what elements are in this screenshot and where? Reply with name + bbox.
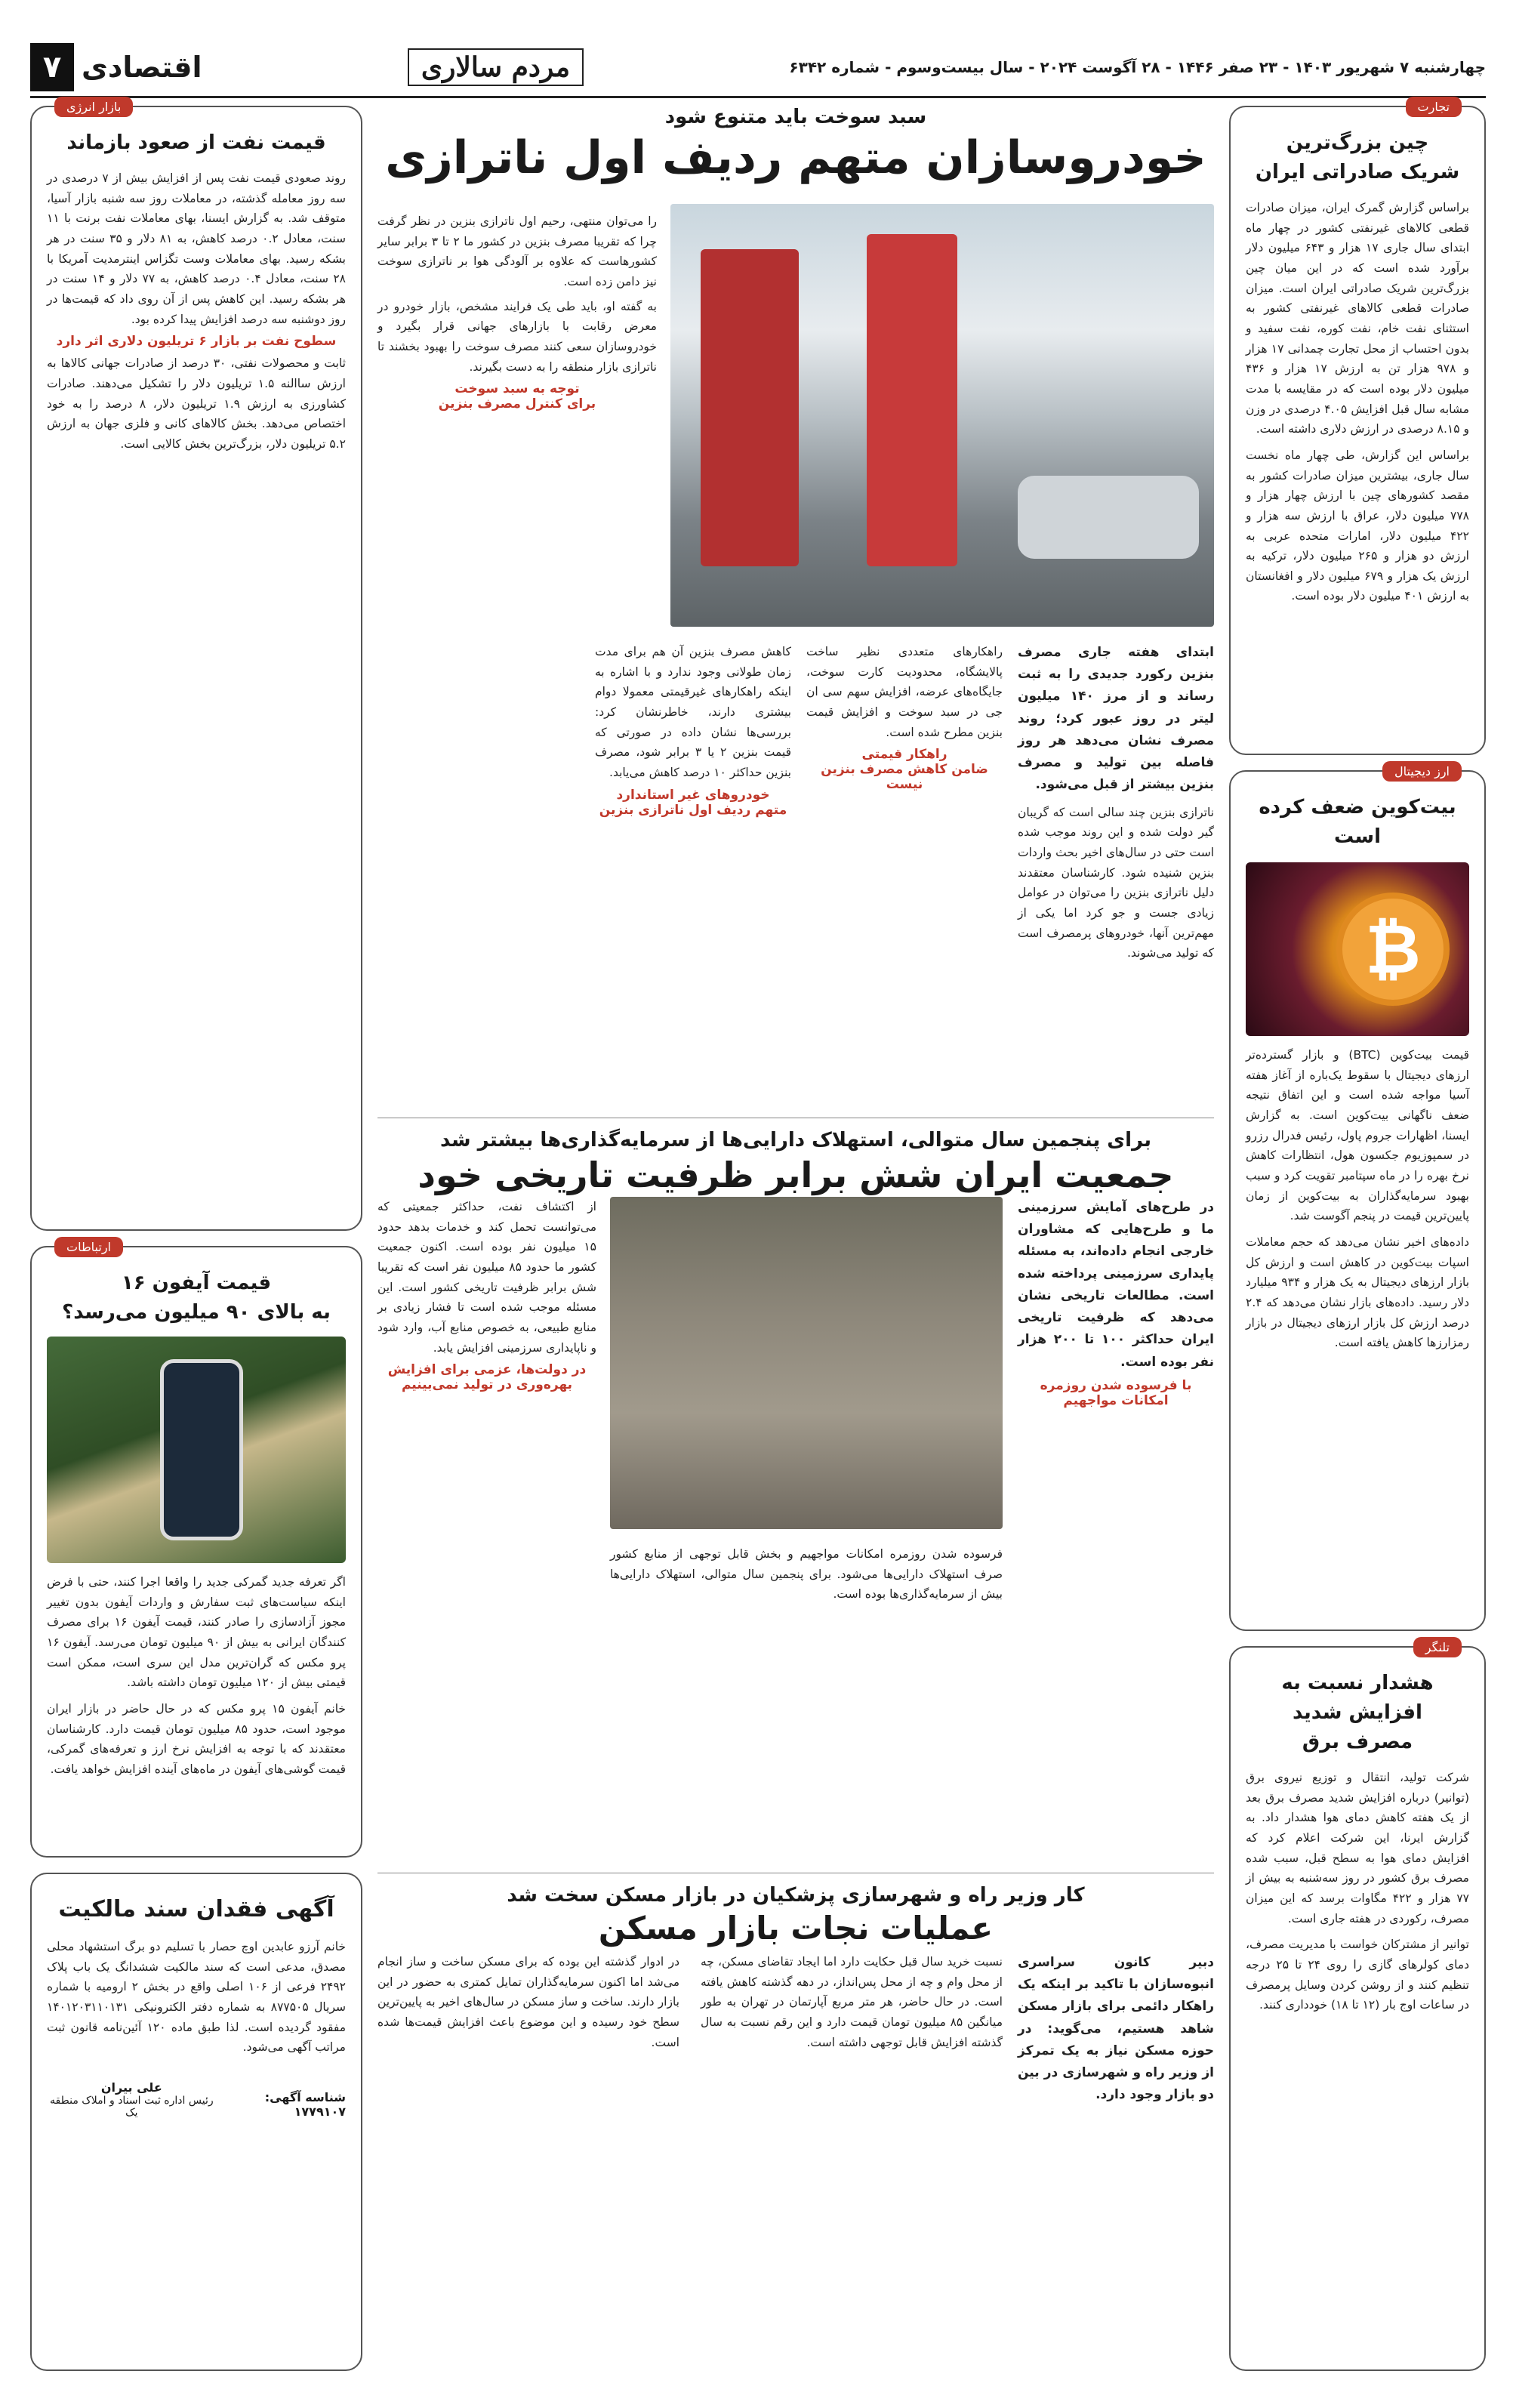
oil-subhead: سطوح نفت بر بازار ۶ تریلیون دلاری اثر دارد <box>56 334 337 350</box>
bitcoin-coin-icon: ₿ <box>1336 893 1450 1006</box>
lead-subhead-3: توجه به سبد سوخت برای کنترل مصرف بنزین <box>438 381 596 412</box>
ad-signer-title: رئیس اداره ثبت اسناد و املاک منطقه یک <box>50 2094 214 2119</box>
population-body: از اکتشاف نفت، حداکثر جمعیتی که می‌توانست تحمل کند و خدمات بدهد حدود ۱۵ میلیون نفر بوده است. اکنون جمعیت کشور ما حدود ۸۵ میلیون نفر است که تقریبا شش برابر ظرفیت تاریخی کشور است. این مسئله موجب شده است تا فشار زیادی بر منابع طبیعی، به خصوص منابع آب، وارد شود و ناپایداری سرزمینی افزایش یابد. <box>377 1200 596 1355</box>
crypto-tag: ارز دیجیتال <box>1382 761 1462 782</box>
electricity-box <box>1229 1640 1486 2371</box>
iphone-box <box>30 1240 362 1858</box>
population-column-bottom <box>610 1544 1003 1605</box>
lead-headline: خودروسازان متهم ردیف اول ناترازی <box>385 131 1206 184</box>
housing-column-3 <box>377 1952 679 2052</box>
lead-body-3: کاهش مصرف بنزین آن هم برای مدت زمان طولانی وجود ندارد و با اشاره به اینکه راهکارهای غیرقیمتی معمولا دوام بیشتری دارند، خاطرنشان کرد: بررسی‌ها نشان داده در صورتی که قیمت بنزین ۲ یا ۳ برابر شود، مصرف بنزین حداکثر ۱۰ درصد کاهش می‌یابد. <box>595 645 792 779</box>
legal-ad-box <box>30 1873 362 2371</box>
bitcoin-photo <box>1246 862 1469 1036</box>
population-subhead-2: با فرسوده شدن روزمره امکانات مواجهیم <box>1040 1377 1192 1408</box>
electricity-body: شرکت تولید، انتقال و توزیع نیروی برق (توانیر) درباره افزایش شدید مصرف برق بعد از یک هفته کاهش دمای هوا هشدار داد. به گزارش ایرنا، این شرکت اعلام کرد که افزایش دمای هوا به سطح قبل، سبب شده مصرف برق کشور در روز سه‌شنبه به بیش از ۷۷ هزار و ۴۲۲ مگاوات برسد که این میزان مصرف، رکوردی در هفته جاری است. <box>1246 1771 1469 1925</box>
lead-column-3 <box>595 642 791 822</box>
housing-intro-column <box>1018 1952 1214 2107</box>
oil-body-2: ثابت و محصولات نفتی، ۳۰ درصد از صادرات جهانی کالاها به ارزش ساالنه ۱.۵ تریلیون دلار را تشکیل می‌دهند. صادرات کشاورزی به ارزش ۱.۹ تریلیون دلار، ۸ درصد را به خود اختصاص می‌دهد. بخش کالاهای کانی و فلزی جهان به ارزش ۵.۲ تریلیون دلار، بزرگ‌ترین بخش کالایی است. <box>47 356 346 451</box>
lead-column-2 <box>806 642 1003 797</box>
trade-body: براساس گزارش گمرک ایران، میزان صادرات قطعی کالاهای غیرنفتی کشور در چهار ماه ابتدای سال جاری ۱۷ هزار و ۶۴۳ میلیون دلار برآورد شده است که در این میان چین بزرگ‌ترین شریک صادراتی ایران است. میزان صادرات قطعی کالاهای غیرنفتی کشور به استثنای نفت خام، نفت کوره، نفت سفید و بدون احتساب از محل تجارت چمدانی ۱۷ هزار و ۹۷۸ هزار تن به ارزش ۱۷ هزار و ۴۳۶ میلیون دلار بوده است که در مقایسه با مدت مشابه سال قبل افزایش ۴.۰۵ درصدی در وزن و ۸.۱۵ درصدی در ارزش دلاری داشته است. <box>1246 201 1469 436</box>
lead-subhead-2: خودروهای غیر استاندارد متهم ردیف اول ناترازی بنزین <box>599 787 787 818</box>
masthead <box>30 38 1486 98</box>
lead-body-2: راهکارهای متعددی نظیر ساخت پالایشگاه، محدودیت کارت سوخت، جایگاه‌های عرضه، افزایش سهم سی ان جی در سبد سوخت و افزایش قیمت بنزین مطرح شده است. <box>806 645 1003 739</box>
section-label <box>30 43 202 91</box>
trade-tag: تجارت <box>1406 97 1462 117</box>
ad-id: شناسه آگهی: ۱۷۷۹۱۰۷ <box>264 2089 346 2119</box>
lead-side-column <box>377 211 657 416</box>
crypto-body: قیمت بیت‌کوین (BTC) و بازار گسترده‌تر ارزهای دیجیتال با سقوط یک‌باره از آغاز هفته آسیا مواجه شده است و این اتفاق نتیجه ضعف ناگهانی بیت‌کوین است. به گزارش ایسنا، اظهارات جروم پاول، رئیس فدرال رزرو در سمپوزیوم جکسون هول، انتظارات کاهش نرخ بهره را در ماه سپتامبر تقویت کرد و سبب بهبود سرمایه‌گذاران به بیت‌کوین از زمان پایین‌ترین قیمت در پنجم آگوست شد. <box>1246 1048 1469 1223</box>
trade-body-2: براساس این گزارش، طی چهار ماه نخست سال جاری، بیشترین میزان صادرات کشور به مقصد کشورهای چین با ارزش چهار هزار و ۷۷۸ میلیون دلار، عراق با ارزش سه هزار و ۴۲۲ میلیون دلار، امارات متحده عربی به ارزش دو هزار و ۲۶۵ میلیون دلار، ترکیه به ارزش یک هزار و ۶۷۹ میلیون دلار و افغانستان به ارزش ۴۰۱ میلیون دلار بوده است. <box>1246 448 1469 603</box>
trade-title: چین بزرگ‌ترین شریک صادراتی ایران <box>1255 131 1460 183</box>
crypto-body-2: داده‌های اخیر نشان می‌دهد که حجم معاملات اسپات بیت‌کوین در کاهش است و ارزش کل بازار ارزهای دیجیتال به یک هزار و ۹۳۴ میلیارد دلار رسید. داده‌های بازار نشان می‌دهد که ۲.۴ درصد ارزش کل بازار ارزهای دیجیتال در بازار رمزارزها کاهش یافته است. <box>1246 1235 1470 1350</box>
iphone-title: قیمت آیفون ۱۶ به بالای ۹۰ میلیون می‌رسد؟ <box>62 1272 331 1324</box>
ad-signer: علی بیران <box>100 2080 162 2095</box>
housing-body: نسبت خرید سال قبل حکایت دارد اما ایجاد تقاضای مسکن، چه از محل وام و چه از محل پس‌انداز، در دهه گذشته کاهش یافته است. در حال حاضر، هر متر مربع آپارتمان در تهران به طور میانگین ۸۵ میلیون تومان قیمت دارد و این رقم نسبت به سال گذشته افزایش قابل توجهی داشته است. <box>701 1955 1003 2049</box>
newspaper-logo: مردم سالاری <box>408 48 584 86</box>
lead-body-1: ناترازی بنزین چند سالی است که گریبان گیر دولت شده و این روند موجب شده است حتی در سال‌های اخیر بحث واردات بنزین شنیده شود. کارشناسان معتقدند دلیل ناترازی بنزین را می‌توان در عوامل زیادی جست و جو کرد اما یکی از مهم‌ترین آنها، خودروهای پرمصرف است که تولید می‌شوند. <box>1018 805 1214 960</box>
population-intro: در طرح‌های آمایش سرزمینی ما و طرح‌هایی که مشاوران خارجی انجام داده‌اند، به مسئله پایداری سرزمینی پرداخته شده است. مطالعات تاریخی نشان می‌دهد که ظرفیت تاریخی ایران حداکثر ۱۰۰ تا ۲۰۰ هزار نفر بوده است. <box>1018 1200 1214 1370</box>
population-kicker: برای پنجمین سال متوالی، استهلاک دارایی‌ها از سرمایه‌گذاری‌ها بیشتر شد <box>440 1129 1151 1152</box>
lead-intro: ابتدای هفته جاری مصرف بنزین رکورد جدیدی را به ثبت رساند و از مرز ۱۴۰ میلیون لیتر در روز عبور کرد؛ روند مصرف نشان می‌دهد هر روز فاصله بین تولید و مصرف بنزین بیشتر از قبل می‌شود. <box>1018 645 1214 793</box>
issue-date: چهارشنبه ۷ شهریور ۱۴۰۳ - ۲۳ صفر ۱۴۴۶ - ۲۸ آگوست ۲۰۲۴ - سال بیست‌وسوم - شماره ۶۳۴۲ <box>789 57 1486 76</box>
crowd-photo <box>610 1197 1003 1529</box>
iphone-photo <box>47 1337 346 1563</box>
trade-box <box>1229 100 1486 755</box>
ad-body: خانم آرزو عابدین اوچ حصار با تسلیم دو برگ استشهاد محلی مصدق، مدعی است که سند مالکیت ششدانگ یک باب پلاک ۲۴۹۲ فرعی از ۱۰۶ اصلی واقع در بخش ۲ ارومیه با شماره سریال ۸۷۷۵۰۵ به شماره دفتر الکترونیکی ۱۴۰۱۲۰۳۱۱۰۱۳۱ مفقود گردیده است. لذا طبق ماده ۱۲۰ آئین‌نامه قانون ثبت مراتب آگهی می‌شود. <box>47 1940 346 2055</box>
electricity-tag: تلنگر <box>1413 1637 1462 1657</box>
crypto-title: بیت‌کوین ضعف کرده است <box>1259 796 1456 848</box>
population-body-2: فرسوده شدن روزمره امکانات مواجهیم و بخش قابل توجهی از منابع کشور صرف استهلاک دارایی‌ها می‌شود. برای پنجمین سال متوالی، استهلاک دارایی‌ها بیش از سرمایه‌گذاری‌ها بوده است. <box>610 1547 1003 1602</box>
oil-tag: بازار انرژی <box>54 97 133 117</box>
ad-title: آگهی فقدان سند مالکیت <box>58 1896 334 1922</box>
iphone-body: اگر تعرفه جدید گمرکی جدید را واقعا اجرا کنند، حتی با فرض اینکه سیاست‌های ثبت سفارش و واردات آیفون بدون تغییر مجوز آزادسازی را صادر کنند، قیمت آیفون ۱۶ برای مصرف کنندگان ایرانی به بیش از ۹۰ میلیون تومان می‌رسد. آیفون ۱۶ پرو مکس که گران‌ترین مدل این سری است، ممکن است قیمتی بیش از ۱۲۰ میلیون تومان داشته باشد. <box>47 1575 346 1690</box>
population-story <box>377 1129 1214 1869</box>
oil-box <box>30 100 362 1231</box>
fuel-pump-icon-2 <box>867 234 957 566</box>
lead-intro-column <box>1018 642 1214 964</box>
iphone-tag: ارتباطات <box>54 1237 123 1257</box>
population-column-left <box>377 1197 596 1397</box>
fuel-pump-icon <box>701 249 799 566</box>
housing-story <box>377 1884 1214 2375</box>
electricity-title: هشدار نسبت به افزایش شدید مصرف برق <box>1281 1672 1434 1753</box>
housing-body-2: در ادوار گذشته این بوده که برای مسکن ساخت و ساز انجام می‌شد اما اکنون سرمایه‌گذاران تمایل کمتری به حضور در این بازار دارند. ساخت و ساز مسکن در سال‌های اخیر به پایین‌ترین سطح خود رسیده و این موضوع باعث افزایش قیمت‌ها شده است. <box>377 1955 679 2049</box>
housing-headline: عملیات نجات بازار مسکن <box>598 1910 994 1947</box>
lead-body-5: به گفته او، باید طی یک فرایند مشخص، بازار خودرو در معرض رقابت با بازارهای جهانی قرار بگیرد و خودروسازان سعی کنند مصرف سوخت را بهبود بخشند تا ناترازی بازار منطقه را به دست بگیرند. <box>377 299 657 374</box>
housing-kicker: کار وزیر راه و شهرسازی پزشکیان در بازار مسکن سخت شد <box>507 1884 1085 1907</box>
section-title: اقتصادی <box>82 50 202 84</box>
smartphone-icon <box>160 1359 243 1540</box>
housing-intro: دبیر کانون سراسری انبوه‌سازان با تاکید بر اینکه یک راهکار دائمی برای بازار مسکن شاهد هستیم، می‌گوید: در حوزه مسکن نیاز به یک تمرکز از وزیر راه و شهرسازی در بین دو بازار وجود دارد. <box>1018 1955 1214 2103</box>
lead-kicker: سبد سوخت باید متنوع شود <box>664 106 927 128</box>
crypto-box <box>1229 764 1486 1631</box>
iphone-body-2: خانم آیفون ۱۵ پرو مکس که در حال حاضر در بازار ایران موجود است، حدود ۸۵ میلیون تومان قیمت دارد. کارشناسان معتقدند که با توجه به افزایش نرخ ارز و تعرفه‌های گمرکی، قیمت گوشی‌های آیفون در ماه‌های آینده افزایش خواهد یافت. <box>47 1701 346 1776</box>
population-intro-column <box>1018 1197 1214 1413</box>
car-icon <box>1018 476 1199 559</box>
lead-subhead-1: راهکار قیمتی ضامن کاهش مصرف بنزین نیست <box>821 747 988 793</box>
oil-body: روند صعودی قیمت نفت پس از افزایش بیش از ۷ درصدی در سه روز معامله گذشته، در معاملات روز سه شنبه بازار آسیا، متوقف شد. به گزارش ایسنا، بهای معاملات نفت برنت با ۱۱ سنت، معادل ۰.۲ درصد کاهش، به ۸۱ دلار و ۳۵ سنت در هر بشکه رسید. بهای معاملات وست تگزاس اینترمدیت آمریکا با ۲۸ سنت، معادل ۰.۴ درصد کاهش، به ۷۷ دلار و ۱۴ سنت در هر بشکه رسید. این کاهش پس از آن روی داد که قیمت‌ها در روز دوشنبه سه درصد افزایش پیدا کرده بود. <box>47 171 347 326</box>
population-subhead: در دولت‌ها، عزمی برای افزایش بهره‌وری در تولید نمی‌بینیم <box>387 1362 587 1393</box>
housing-column-2 <box>701 1952 1003 2052</box>
gas-station-photo <box>670 204 1214 627</box>
oil-title: قیمت نفت از صعود بازماند <box>66 131 326 154</box>
population-headline: جمعیت ایران شش برابر ظرفیت تاریخی خود <box>418 1155 1174 1195</box>
page-number: ۷ <box>30 43 74 91</box>
electricity-body-2: توانیر از مشترکان خواست با مدیریت مصرف، دمای کولرهای گازی را روی ۲۴ تا ۲۵ درجه تنظیم کنند و از روشن کردن وسایل پرمصرف در ساعات اوج بار (۱۲ تا ۱۸) خودداری کنند. <box>1246 1938 1469 2012</box>
lead-story <box>377 106 1214 1110</box>
lead-body-4: را می‌توان منتهی، رحیم اول ناترازی بنزین در نظر گرفت چرا که تقریبا مصرف بنزین در کشور ما ۲ تا ۳ برابر سایر کشورهاست که علاوه بر آلودگی هوا بر ناترازی سوخت نیز دامن زده است. <box>377 214 657 288</box>
